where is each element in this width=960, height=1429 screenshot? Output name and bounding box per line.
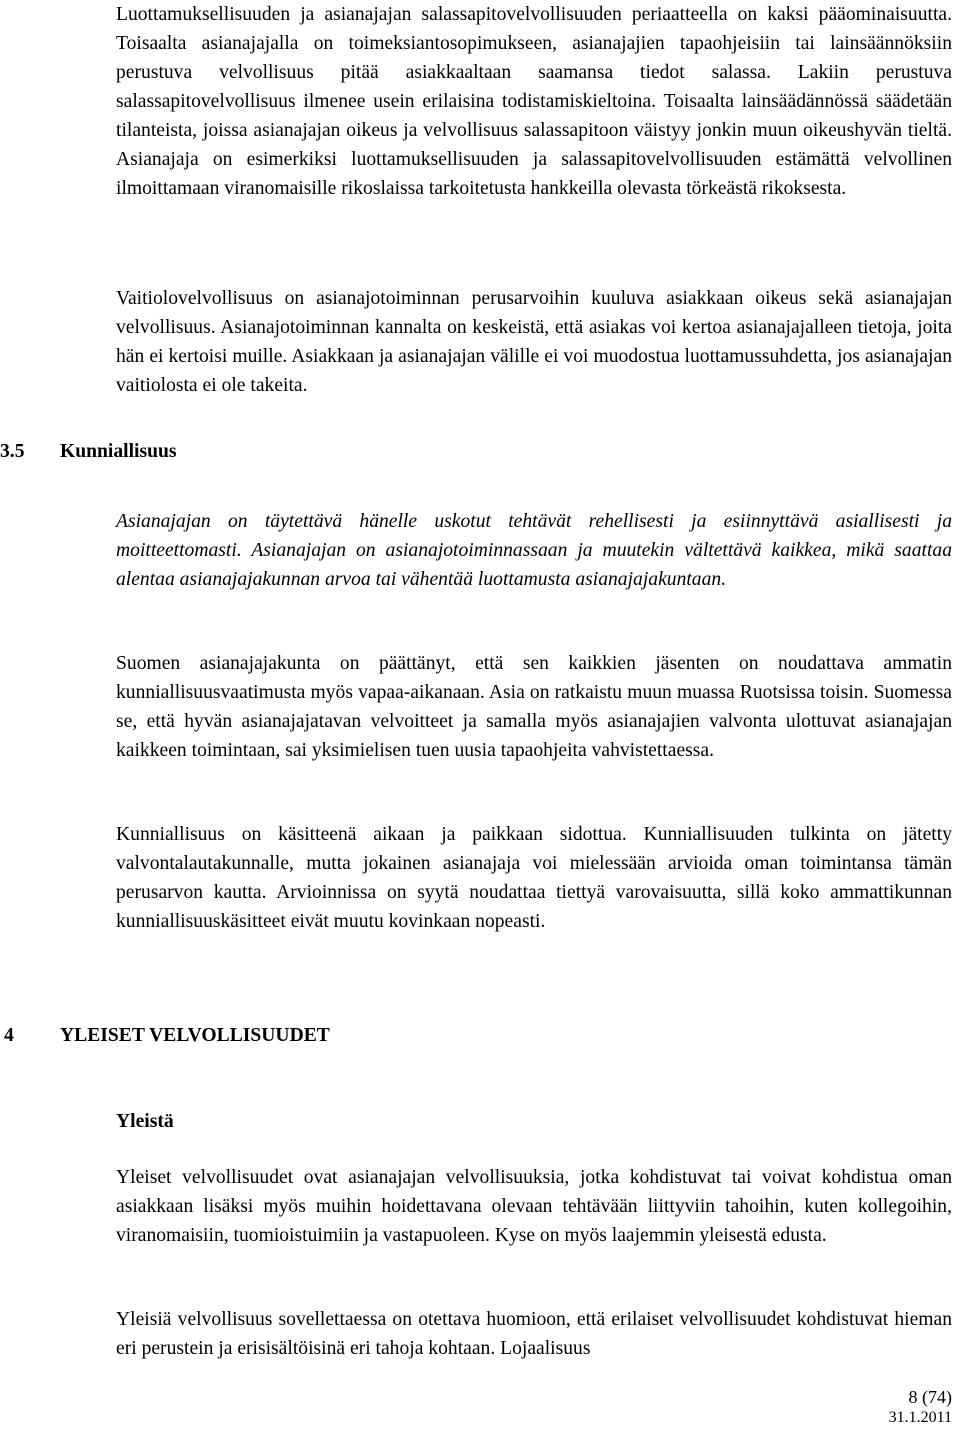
chapter-title: YLEISET VELVOLLISUUDET xyxy=(60,1025,330,1046)
paragraph-applying-duties: Yleisiä velvollisuus sovellettaessa on otettava huomioon, että erilaiset velvollisuudet kohdistuvat hieman eri perustein ja erisisältöisinä eri tahoja kohtaan. Lojaalisuus xyxy=(116,1309,952,1359)
section-title: Kunniallisuus xyxy=(60,441,177,462)
page-number: 8 (74) xyxy=(908,1387,952,1407)
paragraph-confidentiality: Luottamuksellisuuden ja asianajajan salassapitovelvollisuuden periaatteella on kaksi pääominaisuutta. Toisaalta asianajajalla on toimeksiantosopimukseen, asianajajien tapaohjeisiin tai lainsäännöksiin perustuva velvollisuus pitää asiakkaaltaan saamansa tiedot salassa. Lakiin perustuva salassapitovelvollisuus ilmenee usein erilaisina todistamiskieltoina. Toisaalta lainsäädännössä säädetään tilanteista, joissa asianajajan oikeus ja velvollisuus salassapitoon väistyy jonkin muun oikeushyvän tieltä. Asianajaja on esimerkiksi luottamuksellisuuden ja salassapitovelvollisuuden estämättä velvollinen ilmoittamaan viranomaisille rikoslaissa tarkoitetusta hankkeilla olevasta törkeästä rikoksesta. xyxy=(116,4,952,199)
paragraph-duty-of-silence: Vaitiolovelvollisuus on asianajotoiminnan perusarvoihin kuuluva asiakkaan oikeus sekä asianajajan velvollisuus. Asianajotoiminnan kannalta on keskeistä, että asiakas voi kertoa asianajajalleen tietoja, joita hän ei kertoisi muille. Asiakkaan ja asianajajan välille ei voi muodostua luottamussuhdetta, jos asianajajan vaitiolosta ei ole takeita. xyxy=(116,288,952,396)
section-number: 3.5 xyxy=(0,441,25,462)
paragraph-general-duties: Yleiset velvollisuudet ovat asianajajan velvollisuuksia, jotka kohdistuvat tai voivat kohdistua oman asiakkaan lisäksi myös muihin hoidettavana olevaan tehtävään liittyviin tahoihin, kuten kollegoihin, viranomaisiin, tuomioistuimiin ja vastapuoleen. Kyse on myös laajemmin yleisestä edusta. xyxy=(116,1167,952,1246)
chapter-number: 4 xyxy=(4,1025,14,1046)
paragraph-honourability-concept: Kunniallisuus on käsitteenä aikaan ja paikkaan sidottua. Kunniallisuuden tulkinta on jätetty valvontalautakunnalle, mutta jokainen asianajaja voi mielessään arvioida oman toimintansa tämän perusarvon kautta. Arvioinnissa on syytä noudattaa tiettyä varovaisuutta, sillä koko ammattikunnan kunniallisuuskäsitteet eivät muutu kovinkaan nopeasti. xyxy=(116,824,952,932)
paragraph-honourability-rule: Asianajajan on täytettävä hänelle uskotut tehtävät rehellisesti ja esiinnyttävä asiallisesti ja moitteettomasti. Asianajajan on asianajotoiminnassaan ja muutekin vältettävä kaikkea, mikä saattaa alentaa asianajajakunnan arvoa tai vähentää luottamusta asianajajakuntaan. xyxy=(116,511,952,590)
paragraph-bar-association: Suomen asianajajakunta on päättänyt, että sen kaikkien jäsenten on noudattava ammatin kunniallisuusvaatimusta myös vapaa-aikanaan. Asia on ratkaistu muun muassa Ruotsissa toisin. Suomessa se, että hyvän asianajajatavan velvoitteet ja samalla myös asianajajien valvonta ulottuvat asianajajan kaikkeen toimintaan, sai yksimielisen tuen uusia tapaohjeita vahvistettaessa. xyxy=(116,653,952,761)
page-date: 31.1.2011 xyxy=(888,1409,952,1426)
subheading-title: Yleistä xyxy=(116,1111,174,1132)
